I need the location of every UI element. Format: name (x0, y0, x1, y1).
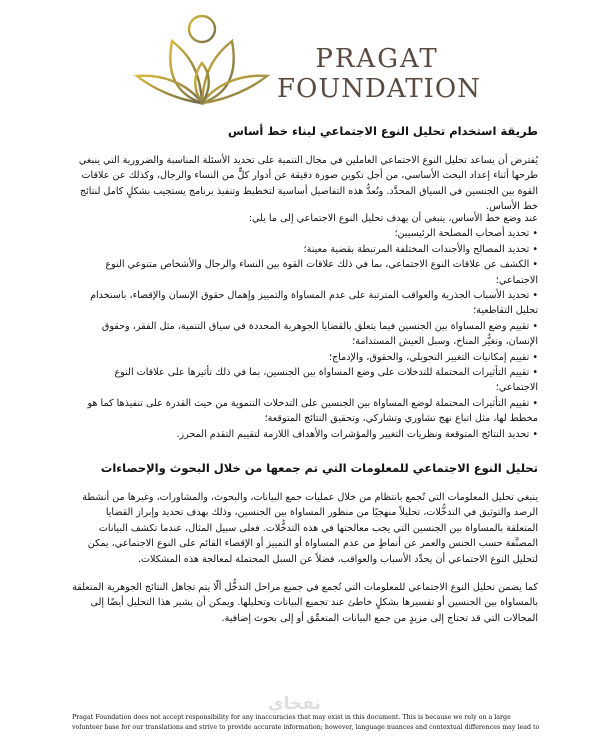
list-item: • تقييم التأثيرات المحتملة لوضع المساواة بين الجنسين على التدخلات التنموية من حيث القدرة على تنفيذها كما هو مخطط لها، مثل اتباع نهج تشاوري وتشاركي، وتحقيق النتائج المتوقعة؛ (72, 396, 538, 427)
watermark: نفخاي (268, 694, 321, 714)
section-research-body-2 (72, 580, 538, 626)
list-item: • تحديد المصالح والأجندات المختلفة المرتبطة بقضية معينة؛ (72, 242, 538, 257)
paragraph: ينبغي تحليل المعلومات التي تُجمع بانتظام من خلال عمليات جمع البيانات، والبحوث، والمشاورات، وغيرها من أنشطة الرصد والتوثيق في التدخُّلات، تحليلاً منهجيًا من منظور المساواة بين الجنسين، وذلك بهدف تحديد وإبراز القضايا المتعلقة بالمساواة بين الجنسين التي يجب معالجتها في هذه التدخُّلات. فعلى سبيل المثال، عندما تكشف البيانات المصنَّفة حسب الجنس والعمر عن أنماطٍ من عدم المساواة أو التمييز أو الإقصاء القائم على النوع الاجتماعي، يمكن لتحليل النوع الاجتماعي أن يحدِّد الأسباب والعواقب، فضلاً عن السبل المحتملة لمعالجة هذه المشكلات. (82, 492, 538, 565)
section-baseline (72, 123, 538, 139)
lotus-sun-icon (132, 8, 272, 108)
brand-name (277, 44, 481, 104)
list-item: • تحديد النتائج المتوقعة ونظريات التغيير والمؤشرات والأهداف اللازمة لتقييم التقدم المحرز. (72, 427, 538, 442)
paragraph: يُفترض أن يساعد تحليل النوع الاجتماعي العاملين في مجال التنمية على تحديد الأسئلة المناسبة والضرورية التي ينبغي طرحها أثناء إعداد البحث الأساسي، من أجل تكوين صورة دقيقة عن أدوار كلٍّ من النساء والرجال، وكذلك عن علاقات القوة بين الجنسين في السياق المحدَّد. وتُعدُّ هذه التفاصيل أساسية لتخطيط وتنفيذ برنامج يستجيب بشكلٍ كامل لنتائج خط الأساس. (78, 155, 538, 213)
brand-line-1: PRAGAT (315, 44, 439, 74)
section-research (72, 460, 538, 476)
list-item: • تقييم إمكانيات التغيير التحويلي، والحقوق، والإدماج؛ (72, 350, 538, 365)
footer-disclaimer: Pragat Foundation does not accept responsibility for any inaccuracies that may exist in this document. This is because we rely on a large volunteer base for our translations and strive to provide accurate information; however, language nuances and contextual differences may lead to (72, 714, 540, 731)
bullet-list (72, 226, 538, 442)
section-baseline-list (72, 211, 538, 442)
list-item: • تقييم وضع المساواة بين الجنسين فيما يتعلق بالقضايا الجوهرية المحددة في سياق التنمية، مثل الفقر، وحقوق الإنسان، وتغيُّر المناخ، وسبل العيش المستدامة؛ (72, 319, 538, 350)
section-research-body-1 (72, 490, 538, 567)
paragraph: كما يضمن تحليل النوع الاجتماعي للمعلومات التي تُجمع في جميع مراحل التدخُّل ألّا يتم تجاهل النتائج الجوهرية المتعلقة بالمساواة بين الجنسين أو تفسيرها بشكلٍ خاطئ عند تجميع البيانات وتحليلها. ويمكن أن يشير هذا التحليل أيضًا إلى المجالات التي قد تحتاج إلى مزيدٍ من جمع البيانات المتعمِّق أو إلى بحوث إضافية. (72, 582, 538, 624)
logo (132, 8, 481, 108)
section-heading: طريقة استخدام تحليل النوع الاجتماعي لبناء خط أساس (227, 124, 538, 138)
list-item: • تقييم التأثيرات المحتملة للتدخلات على وضع المساواة بين الجنسين، بما في ذلك تأثيرها على علاقات النوع الاجتماعي؛ (72, 365, 538, 396)
list-intro: عند وضع خط الأساس، ينبغي أن يهدف تحليل النوع الاجتماعي إلى ما يلي: (248, 213, 538, 224)
section-baseline-body (72, 153, 538, 215)
list-item: • تحديد أصحاب المصلحة الرئيسيين؛ (72, 226, 538, 241)
section-heading: تحليل النوع الاجتماعي للمعلومات التي تم جمعها من خلال البحوث والإحصاءات (100, 461, 538, 475)
brand-line-2: FOUNDATION (277, 74, 481, 104)
list-item: • تحديد الأسباب الجذرية والعواقب المترتبة على عدم المساواة والتمييز وإهمال حقوق الإنسان والإقصاء، باستخدام تحليل التقاطعية؛ (72, 288, 538, 319)
list-item: • الكشف عن علاقات النوع الاجتماعي، بما في ذلك علاقات القوة بين النساء والرجال والأشخاص متنوعي النوع الاجتماعي؛ (72, 257, 538, 288)
